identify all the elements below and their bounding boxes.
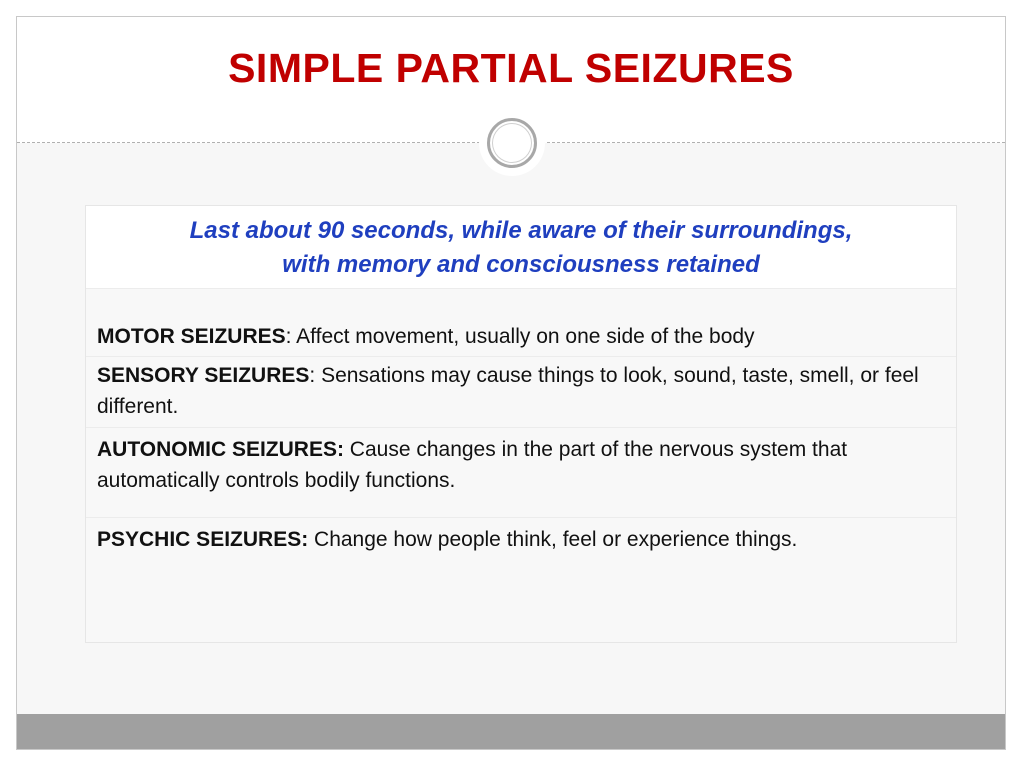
- slide: [16, 16, 1006, 750]
- row-term: MOTOR SEIZURES: [97, 325, 286, 348]
- intro-line-2: with memory and consciousness retained: [282, 251, 760, 278]
- row-text: Affect movement, usually on one side of the body: [291, 325, 755, 348]
- row-text: Cause changes in the part of the nervous system that automatically controls bodily functions.: [97, 438, 848, 492]
- circle-ornament-icon: [487, 118, 537, 168]
- table-row-sensory: [86, 357, 956, 428]
- intro-line-1: Last about 90 seconds, while aware of their surroundings,: [189, 217, 853, 244]
- slide-title: SIMPLE PARTIAL SEIZURES: [228, 45, 794, 91]
- row-term: AUTONOMIC SEIZURES:: [97, 438, 344, 461]
- table-row-motor: [86, 319, 956, 357]
- intro-row: [86, 206, 956, 289]
- row-text: Change how people think, feel or experience things.: [308, 528, 798, 551]
- row-separator: :: [285, 325, 292, 348]
- spacer-row: [86, 289, 956, 319]
- table-row-psychic: [86, 518, 956, 642]
- seizure-types-table: [85, 205, 957, 643]
- row-text: Sensations may cause things to look, sound, taste, smell, or feel different.: [97, 364, 919, 418]
- row-term: PSYCHIC SEIZURES:: [97, 528, 309, 551]
- table-row-autonomic: [86, 428, 956, 518]
- footer-bar: [17, 714, 1005, 749]
- row-separator: :: [309, 364, 316, 387]
- row-term: SENSORY SEIZURES: [97, 364, 310, 387]
